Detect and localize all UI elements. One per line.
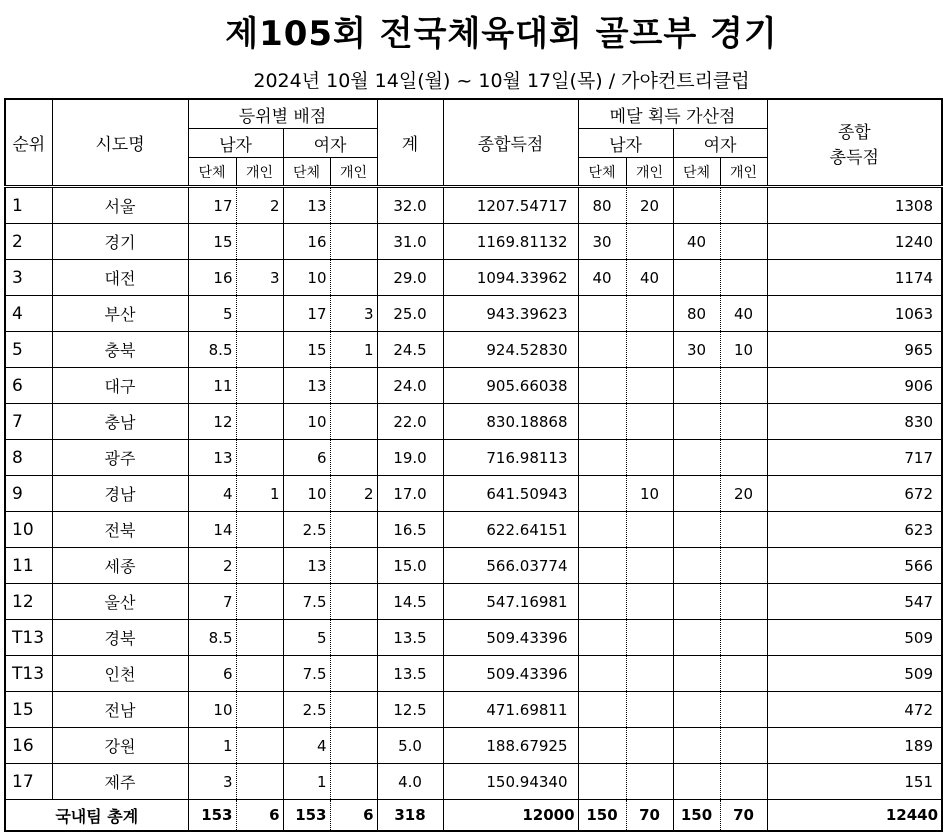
cell-total-score: 509.43396	[443, 620, 578, 656]
cell-bonus-women-team	[673, 548, 720, 584]
table-row	[5, 260, 942, 296]
cell-bonus-men-individual	[626, 512, 673, 548]
cell-bonus-women-individual: 10	[720, 332, 767, 368]
cell-points-women-team: 4	[283, 728, 330, 764]
total-grand: 12440	[767, 800, 942, 832]
cell-region: 제주	[52, 764, 188, 800]
cell-points-men-individual	[236, 224, 283, 260]
cell-points-men-team: 13	[188, 440, 236, 476]
cell-grand-total: 906	[767, 368, 942, 404]
cell-points-women-team: 7.5	[283, 656, 330, 692]
cell-bonus-women-team: 30	[673, 332, 720, 368]
cell-points-women-individual: 3	[330, 296, 377, 332]
cell-points-women-individual: 2	[330, 476, 377, 512]
table-row	[5, 656, 942, 692]
cell-bonus-women-individual	[720, 584, 767, 620]
cell-sum: 31.0	[377, 224, 443, 260]
table-row	[5, 512, 942, 548]
cell-bonus-women-team	[673, 404, 720, 440]
cell-points-women-individual	[330, 692, 377, 728]
cell-bonus-men-individual	[626, 764, 673, 800]
cell-grand-total: 1063	[767, 296, 942, 332]
cell-bonus-men-team	[578, 728, 626, 764]
cell-bonus-women-individual	[720, 548, 767, 584]
cell-bonus-men-individual	[626, 440, 673, 476]
cell-bonus-women-team	[673, 368, 720, 404]
cell-bonus-men-individual: 20	[626, 187, 673, 224]
cell-bonus-men-team	[578, 764, 626, 800]
cell-points-men-individual	[236, 512, 283, 548]
table-row	[5, 476, 942, 512]
cell-bonus-women-team	[673, 692, 720, 728]
cell-total-score: 1207.54717	[443, 187, 578, 224]
cell-bonus-men-individual	[626, 584, 673, 620]
cell-points-men-team: 14	[188, 512, 236, 548]
cell-sum: 5.0	[377, 728, 443, 764]
cell-sum: 12.5	[377, 692, 443, 728]
header-bonus-women-team: 단체	[673, 158, 720, 187]
cell-bonus-men-team: 40	[578, 260, 626, 296]
cell-bonus-women-team	[673, 476, 720, 512]
cell-points-women-team: 2.5	[283, 692, 330, 728]
cell-points-women-team: 10	[283, 260, 330, 296]
cell-region: 인천	[52, 656, 188, 692]
cell-rank: 17	[5, 764, 52, 800]
cell-sum: 29.0	[377, 260, 443, 296]
results-table-body	[5, 99, 942, 831]
cell-rank: 4	[5, 296, 52, 332]
cell-bonus-men-team	[578, 476, 626, 512]
cell-region: 전남	[52, 692, 188, 728]
cell-region: 충북	[52, 332, 188, 368]
table-row	[5, 368, 942, 404]
cell-points-men-individual	[236, 368, 283, 404]
cell-rank: 15	[5, 692, 52, 728]
header-row-1	[5, 99, 942, 129]
table-row	[5, 187, 942, 224]
cell-bonus-women-team: 40	[673, 224, 720, 260]
cell-bonus-women-individual	[720, 440, 767, 476]
cell-points-men-team: 2	[188, 548, 236, 584]
cell-rank: 9	[5, 476, 52, 512]
cell-rank: 16	[5, 728, 52, 764]
cell-points-women-team: 17	[283, 296, 330, 332]
cell-bonus-men-team	[578, 620, 626, 656]
cell-bonus-women-individual	[720, 764, 767, 800]
cell-rank: 10	[5, 512, 52, 548]
cell-total-score: 716.98113	[443, 440, 578, 476]
cell-rank: 3	[5, 260, 52, 296]
cell-grand-total: 566	[767, 548, 942, 584]
cell-points-women-individual	[330, 404, 377, 440]
cell-sum: 19.0	[377, 440, 443, 476]
cell-bonus-men-team: 30	[578, 224, 626, 260]
cell-points-women-individual	[330, 368, 377, 404]
header-grand-total-line2: 총득점	[829, 147, 879, 168]
results-table	[4, 98, 943, 832]
cell-region: 충남	[52, 404, 188, 440]
cell-bonus-men-individual	[626, 404, 673, 440]
cell-bonus-women-individual	[720, 224, 767, 260]
cell-bonus-women-team	[673, 656, 720, 692]
cell-points-women-individual	[330, 620, 377, 656]
cell-points-men-individual: 3	[236, 260, 283, 296]
cell-sum: 24.5	[377, 332, 443, 368]
cell-points-women-team: 13	[283, 548, 330, 584]
cell-bonus-women-individual	[720, 368, 767, 404]
cell-bonus-women-team	[673, 764, 720, 800]
cell-points-men-team: 1	[188, 728, 236, 764]
cell-bonus-men-individual	[626, 548, 673, 584]
cell-bonus-women-individual	[720, 692, 767, 728]
cell-rank: 1	[5, 187, 52, 224]
cell-sum: 24.0	[377, 368, 443, 404]
cell-points-women-individual	[330, 440, 377, 476]
cell-points-women-individual	[330, 260, 377, 296]
cell-points-women-team: 6	[283, 440, 330, 476]
cell-bonus-men-team	[578, 692, 626, 728]
header-points-women: 여자	[283, 129, 377, 158]
cell-grand-total: 672	[767, 476, 942, 512]
cell-points-women-individual	[330, 584, 377, 620]
total-row	[5, 800, 942, 832]
cell-points-men-individual	[236, 296, 283, 332]
cell-total-score: 1094.33962	[443, 260, 578, 296]
cell-sum: 16.5	[377, 512, 443, 548]
cell-sum: 13.5	[377, 656, 443, 692]
cell-region: 대전	[52, 260, 188, 296]
cell-rank: 5	[5, 332, 52, 368]
total-bonus-men-individual: 70	[626, 800, 673, 832]
header-bonus-men-individual: 개인	[626, 158, 673, 187]
cell-points-men-individual	[236, 764, 283, 800]
cell-bonus-women-team	[673, 260, 720, 296]
total-label: 국내팀 총계	[5, 800, 188, 832]
cell-total-score: 150.94340	[443, 764, 578, 800]
cell-sum: 13.5	[377, 620, 443, 656]
cell-total-score: 1169.81132	[443, 224, 578, 260]
table-row	[5, 692, 942, 728]
table-row	[5, 584, 942, 620]
cell-grand-total: 965	[767, 332, 942, 368]
cell-points-women-team: 10	[283, 476, 330, 512]
cell-points-men-individual	[236, 404, 283, 440]
cell-rank: 2	[5, 224, 52, 260]
cell-bonus-men-individual	[626, 728, 673, 764]
cell-bonus-women-team	[673, 728, 720, 764]
cell-grand-total: 830	[767, 404, 942, 440]
cell-region: 경북	[52, 620, 188, 656]
cell-points-women-team: 16	[283, 224, 330, 260]
cell-bonus-men-team	[578, 548, 626, 584]
cell-bonus-women-individual	[720, 656, 767, 692]
cell-grand-total: 1308	[767, 187, 942, 224]
cell-region: 광주	[52, 440, 188, 476]
cell-points-men-individual	[236, 332, 283, 368]
cell-sum: 15.0	[377, 548, 443, 584]
cell-points-women-team: 15	[283, 332, 330, 368]
cell-grand-total: 717	[767, 440, 942, 476]
table-row	[5, 764, 942, 800]
cell-points-women-individual	[330, 656, 377, 692]
table-row	[5, 404, 942, 440]
cell-total-score: 905.66038	[443, 368, 578, 404]
cell-bonus-men-team: 80	[578, 187, 626, 224]
cell-bonus-women-team	[673, 620, 720, 656]
cell-total-score: 188.67925	[443, 728, 578, 764]
cell-bonus-men-individual	[626, 224, 673, 260]
cell-points-men-team: 7	[188, 584, 236, 620]
cell-bonus-men-individual	[626, 620, 673, 656]
cell-rank: 7	[5, 404, 52, 440]
cell-rank: T13	[5, 620, 52, 656]
cell-region: 경기	[52, 224, 188, 260]
cell-region: 경남	[52, 476, 188, 512]
cell-region: 전북	[52, 512, 188, 548]
cell-bonus-women-team	[673, 584, 720, 620]
page-title: 제105회 전국체육대회 골프부 경기	[225, 14, 778, 54]
header-bonus-men-team: 단체	[578, 158, 626, 187]
cell-grand-total: 509	[767, 656, 942, 692]
cell-points-men-individual	[236, 692, 283, 728]
cell-points-men-team: 8.5	[188, 332, 236, 368]
cell-points-men-team: 15	[188, 224, 236, 260]
header-points-women-team: 단체	[283, 158, 330, 187]
header-points-men: 남자	[188, 129, 283, 158]
cell-grand-total: 623	[767, 512, 942, 548]
cell-bonus-women-team	[673, 187, 720, 224]
cell-bonus-women-individual	[720, 512, 767, 548]
cell-points-men-team: 4	[188, 476, 236, 512]
cell-bonus-men-team	[578, 512, 626, 548]
cell-bonus-women-individual	[720, 404, 767, 440]
cell-total-score: 622.64151	[443, 512, 578, 548]
table-row	[5, 332, 942, 368]
cell-bonus-men-individual	[626, 656, 673, 692]
cell-points-women-team: 1	[283, 764, 330, 800]
total-score: 12000	[443, 800, 578, 832]
cell-points-men-individual	[236, 620, 283, 656]
cell-sum: 14.5	[377, 584, 443, 620]
cell-rank: 11	[5, 548, 52, 584]
cell-points-men-individual	[236, 548, 283, 584]
cell-points-men-team: 5	[188, 296, 236, 332]
cell-bonus-men-individual	[626, 368, 673, 404]
cell-points-women-team: 5	[283, 620, 330, 656]
header-points-men-individual: 개인	[236, 158, 283, 187]
cell-grand-total: 472	[767, 692, 942, 728]
header-bonus-women: 여자	[673, 129, 767, 158]
cell-region: 서울	[52, 187, 188, 224]
cell-bonus-men-team	[578, 440, 626, 476]
cell-points-women-team: 13	[283, 187, 330, 224]
cell-rank: T13	[5, 656, 52, 692]
cell-region: 세종	[52, 548, 188, 584]
cell-points-men-individual: 1	[236, 476, 283, 512]
cell-rank: 8	[5, 440, 52, 476]
cell-points-women-individual	[330, 764, 377, 800]
cell-points-women-team: 2.5	[283, 512, 330, 548]
cell-bonus-women-team	[673, 512, 720, 548]
header-rank-points: 등위별 배점	[188, 99, 377, 129]
cell-total-score: 943.39623	[443, 296, 578, 332]
cell-points-women-individual	[330, 224, 377, 260]
cell-points-women-individual	[330, 187, 377, 224]
cell-grand-total: 151	[767, 764, 942, 800]
header-points-women-individual: 개인	[330, 158, 377, 187]
cell-sum: 4.0	[377, 764, 443, 800]
cell-points-men-team: 8.5	[188, 620, 236, 656]
cell-points-men-individual	[236, 440, 283, 476]
cell-bonus-men-team	[578, 584, 626, 620]
cell-bonus-men-individual	[626, 332, 673, 368]
cell-points-women-team: 13	[283, 368, 330, 404]
cell-points-women-individual	[330, 512, 377, 548]
table-row	[5, 440, 942, 476]
total-points-women-team: 153	[283, 800, 330, 832]
cell-total-score: 471.69811	[443, 692, 578, 728]
cell-total-score: 509.43396	[443, 656, 578, 692]
table-row	[5, 620, 942, 656]
cell-bonus-men-individual: 40	[626, 260, 673, 296]
header-grand-total	[767, 99, 942, 187]
total-sum: 318	[377, 800, 443, 832]
total-bonus-women-team: 150	[673, 800, 720, 832]
cell-points-women-individual: 1	[330, 332, 377, 368]
cell-bonus-men-individual: 10	[626, 476, 673, 512]
cell-bonus-men-team	[578, 332, 626, 368]
cell-points-men-team: 11	[188, 368, 236, 404]
cell-rank: 6	[5, 368, 52, 404]
cell-bonus-women-individual	[720, 187, 767, 224]
cell-points-men-team: 6	[188, 656, 236, 692]
cell-bonus-women-team	[673, 440, 720, 476]
table-row	[5, 296, 942, 332]
cell-sum: 22.0	[377, 404, 443, 440]
cell-bonus-men-team	[578, 368, 626, 404]
header-sum: 계	[377, 99, 443, 187]
cell-total-score: 566.03774	[443, 548, 578, 584]
cell-points-men-team: 10	[188, 692, 236, 728]
total-bonus-women-individual: 70	[720, 800, 767, 832]
total-bonus-men-team: 150	[578, 800, 626, 832]
cell-bonus-women-individual	[720, 728, 767, 764]
cell-bonus-men-team	[578, 404, 626, 440]
header-rank: 순위	[5, 99, 52, 187]
cell-bonus-men-individual	[626, 296, 673, 332]
cell-rank: 12	[5, 584, 52, 620]
cell-points-men-team: 17	[188, 187, 236, 224]
cell-points-men-team: 16	[188, 260, 236, 296]
cell-bonus-men-team	[578, 656, 626, 692]
cell-bonus-women-individual	[720, 260, 767, 296]
cell-grand-total: 1240	[767, 224, 942, 260]
cell-grand-total: 509	[767, 620, 942, 656]
cell-bonus-women-team: 80	[673, 296, 720, 332]
table-row	[5, 728, 942, 764]
cell-region: 울산	[52, 584, 188, 620]
cell-points-men-team: 3	[188, 764, 236, 800]
header-grand-total-line1: 종합	[837, 122, 871, 143]
cell-points-men-team: 12	[188, 404, 236, 440]
cell-sum: 32.0	[377, 187, 443, 224]
cell-total-score: 830.18868	[443, 404, 578, 440]
cell-region: 대구	[52, 368, 188, 404]
cell-bonus-women-individual: 40	[720, 296, 767, 332]
cell-points-men-individual	[236, 656, 283, 692]
cell-total-score: 641.50943	[443, 476, 578, 512]
event-subtitle: 2024년 10월 14일(월) ~ 10월 17일(목) / 가야컨트리클럽	[253, 70, 750, 92]
cell-points-men-individual	[236, 728, 283, 764]
cell-points-women-individual	[330, 548, 377, 584]
cell-region: 강원	[52, 728, 188, 764]
cell-points-women-team: 10	[283, 404, 330, 440]
total-points-men-individual: 6	[236, 800, 283, 832]
header-bonus-men: 남자	[578, 129, 673, 158]
cell-points-women-individual	[330, 728, 377, 764]
cell-points-women-team: 7.5	[283, 584, 330, 620]
header-points-men-team: 단체	[188, 158, 236, 187]
cell-grand-total: 1174	[767, 260, 942, 296]
cell-grand-total: 547	[767, 584, 942, 620]
total-points-men-team: 153	[188, 800, 236, 832]
header-bonus-women-individual: 개인	[720, 158, 767, 187]
total-points-women-individual: 6	[330, 800, 377, 832]
cell-total-score: 924.52830	[443, 332, 578, 368]
header-total-score: 종합득점	[443, 99, 578, 187]
cell-sum: 25.0	[377, 296, 443, 332]
cell-bonus-women-individual	[720, 620, 767, 656]
cell-bonus-women-individual: 20	[720, 476, 767, 512]
table-row	[5, 224, 942, 260]
table-row	[5, 548, 942, 584]
cell-region: 부산	[52, 296, 188, 332]
cell-points-men-individual	[236, 584, 283, 620]
cell-sum: 17.0	[377, 476, 443, 512]
cell-points-men-individual: 2	[236, 187, 283, 224]
header-medal-bonus: 메달 획득 가산점	[578, 99, 767, 129]
cell-bonus-men-individual	[626, 692, 673, 728]
header-region: 시도명	[52, 99, 188, 187]
cell-total-score: 547.16981	[443, 584, 578, 620]
cell-bonus-men-team	[578, 296, 626, 332]
cell-grand-total: 189	[767, 728, 942, 764]
